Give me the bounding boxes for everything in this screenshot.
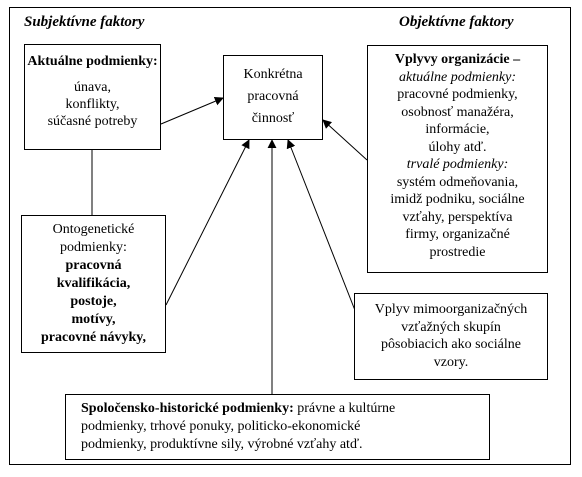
organization-influences-title: Vplyvy organizácie –	[394, 52, 521, 67]
socio-historical-text: právne a kultúrne	[293, 401, 396, 416]
current-conditions-item: konflikty,	[65, 97, 120, 112]
ontogenetic-item: postoje,	[70, 294, 117, 309]
organization-permanent-item: systém odmeňovania,	[396, 174, 519, 190]
ontogenetic-item: kvalifikácia,	[56, 276, 131, 291]
current-conditions-title: Aktuálne podmienky:	[27, 54, 158, 69]
external-groups-box	[354, 293, 548, 380]
organization-current-item: úlohy atď.	[428, 139, 487, 155]
external-groups-line: vzťažných skupín	[401, 319, 501, 335]
socio-historical-box	[65, 394, 490, 460]
organization-permanent-label: trvalé podmienky:	[406, 157, 509, 172]
ontogenetic-item: pracovné návyky,	[40, 330, 146, 345]
organization-current-item: pracovné podmienky,	[397, 87, 518, 102]
organization-permanent-item: imidž podniku, sociálne	[390, 192, 525, 207]
current-conditions-item: súčasné potreby	[47, 114, 138, 129]
arrow-ontogeneticke-to-center	[166, 140, 249, 305]
socio-historical-title: Spoločensko-historické podmienky:	[81, 401, 294, 416]
central-activity-line: pracovná	[247, 89, 299, 104]
ontogenetic-conditions-box	[21, 215, 166, 353]
organization-permanent-item: prostredie	[429, 244, 486, 260]
socio-historical-text: podmienky, produktívne sily, výrobné vzťahy atď.	[81, 437, 363, 452]
organization-current-item: osobnosť manažéra,	[401, 104, 514, 120]
central-activity-line: Konkrétna	[243, 67, 303, 82]
arrow-vplyvy-to-center	[323, 120, 367, 160]
current-conditions-item: únava,	[74, 80, 111, 95]
central-activity-line: činnosť	[251, 111, 295, 126]
subjective-factors-label: Subjektívne faktory	[24, 14, 145, 30]
organization-current-label: aktuálne podmienky:	[398, 69, 516, 85]
arrow-mimo-to-center	[288, 140, 358, 318]
ontogenetic-item: pracovná	[65, 258, 122, 273]
objective-factors-label: Objektívne faktory	[399, 14, 514, 30]
organization-permanent-item: firmy, organizačné	[405, 227, 510, 242]
external-groups-line: Vplyv mimoorganizačných	[374, 302, 528, 317]
organization-current-item: informácie,	[425, 122, 490, 137]
ontogenetic-item: motívy,	[71, 312, 116, 327]
organization-influences-box	[367, 45, 548, 273]
arrow-aktualne-to-center	[161, 98, 223, 124]
central-activity-box	[223, 55, 323, 140]
ontogenetic-title-line: Ontogenetické	[52, 222, 135, 237]
ontogenetic-title-line: podmienky:	[60, 240, 127, 255]
current-conditions-box	[24, 44, 161, 150]
organization-permanent-item: vzťahy, perspektíva	[402, 209, 513, 225]
external-groups-line: pôsobiacich ako sociálne	[381, 337, 521, 352]
socio-historical-text: podmienky, trhové ponuky, politicko-ekonomické	[81, 419, 361, 434]
external-groups-line: vzory.	[433, 354, 469, 370]
